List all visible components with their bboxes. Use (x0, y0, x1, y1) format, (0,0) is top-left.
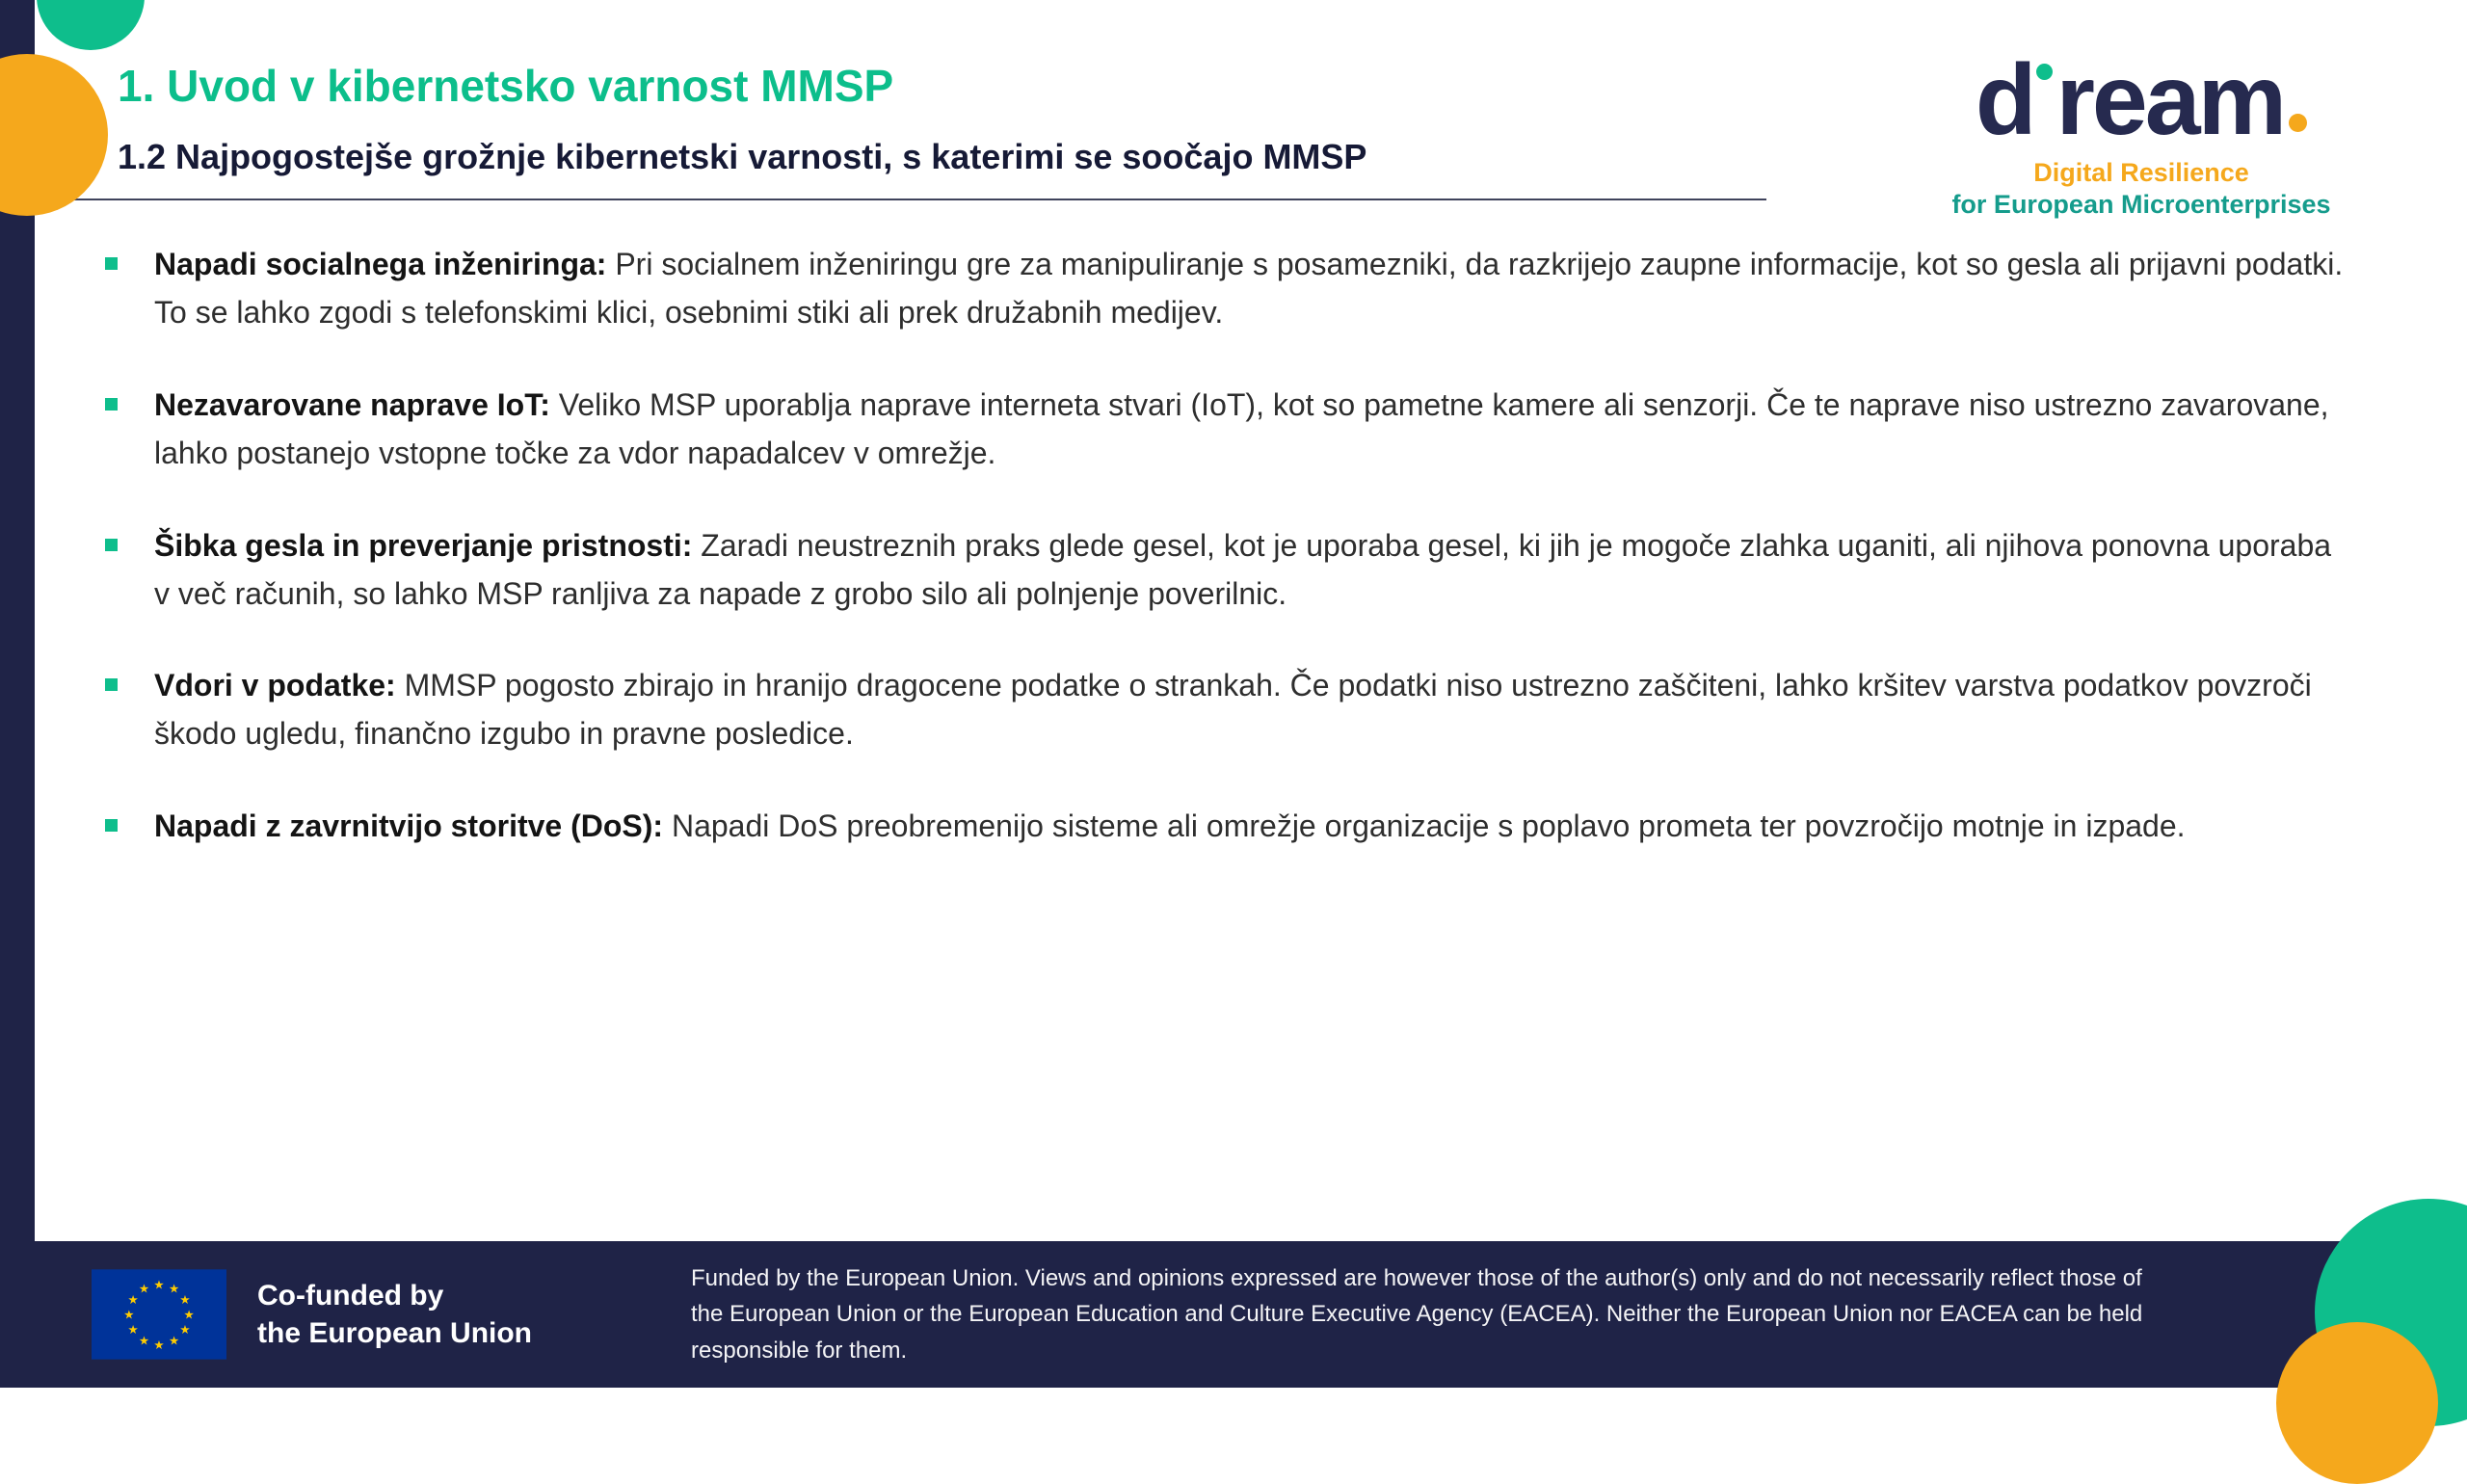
eu-flag-icon (92, 1269, 226, 1360)
bullet-text: Pri socialnem inženiringu gre za manipuliranje s posamezniki, da razkrijejo zaupne informacije, kot so gesla ali prijavni podatki. To se lahko zgodi s telefonskimi klici, osebnimi stiki ali prek družabnih medijev. (154, 247, 2344, 330)
bullet-item-weak-passwords (118, 522, 2353, 619)
decor-circle-green-top-left (37, 0, 145, 50)
bullet-text: Napadi DoS preobremenijo sisteme ali omrežje organizacije s poplavo prometa ter povzročijo motnje in izpade. (663, 808, 2186, 844)
cofunded-line1: Co-funded by (257, 1280, 444, 1312)
bullet-item-iot-devices (118, 382, 2353, 478)
decor-circle-yellow-bottom-right (2276, 1322, 2438, 1484)
bullet-item-data-breaches (118, 662, 2353, 758)
logo-letters-ream: ream (2056, 44, 2285, 156)
funding-disclaimer: Funded by the European Union. Views and opinions expressed are however those of the author(s) only and do not necessarily reflect those of the European Union or the European Education and Culture Executive Agency (EACEA). Neither the European Union nor EACEA can be held responsible for them. (691, 1265, 2143, 1364)
bullet-lead: Šibka gesla in preverjanje pristnosti: (154, 527, 693, 563)
svg-text:★: ★ (123, 1308, 135, 1322)
svg-text:★: ★ (153, 1278, 165, 1292)
decor-circle-yellow-top-left (0, 54, 108, 216)
bullet-item-social-engineering (118, 241, 2353, 337)
slide-title: 1. Uvod v kibernetsko varnost MMSP (118, 61, 894, 111)
bullet-lead: Vdori v podatke: (154, 668, 396, 703)
bullet-list (118, 241, 2421, 851)
svg-text:★: ★ (138, 1334, 150, 1348)
logo-wordmark (1891, 44, 2392, 156)
svg-text:★: ★ (183, 1308, 195, 1322)
logo-tagline-line1: Digital Resilience (2033, 158, 2249, 187)
logo-orange-dot-icon (2289, 114, 2307, 132)
logo-letter-d: d (1975, 44, 2034, 156)
svg-text:★: ★ (138, 1282, 150, 1296)
footer (0, 1241, 2467, 1388)
logo-tagline-line2: for European Microenterprises (1951, 190, 2331, 219)
cofunded-label (257, 1277, 532, 1352)
svg-text:★: ★ (153, 1338, 165, 1352)
svg-text:★: ★ (168, 1334, 180, 1348)
bullet-item-dos-attacks (118, 803, 2353, 851)
svg-text:★: ★ (127, 1293, 139, 1308)
dream-logo (1891, 44, 2392, 220)
slide-subtitle: 1.2 Najpogostejše grožnje kibernetski varnosti, s katerimi se soočajo MMSP (118, 137, 1367, 176)
subtitle-divider (70, 199, 1766, 200)
svg-text:★: ★ (168, 1282, 180, 1296)
svg-text:★: ★ (179, 1323, 191, 1338)
cofunded-line2: the European Union (257, 1317, 532, 1349)
bullet-text: MMSP pogosto zbirajo in hranijo dragocene podatke o strankah. Če podatki niso ustrezno zaščiteni, lahko kršitev varstva podatkov povzroči škodo ugledu, finančno izgubo in pravne posledice. (154, 668, 2312, 752)
bullet-lead: Napadi socialnega inženiringa: (154, 247, 607, 281)
bullet-lead: Nezavarovane naprave IoT: (154, 386, 550, 422)
bullet-lead: Napadi z zavrnitvijo storitve (DoS): (154, 808, 664, 844)
bullet-text: Veliko MSP uporablja naprave interneta stvari (IoT), kot so pametne kamere ali senzorji. Če te naprave niso ustrezno zavarovane, lahko postanejo vstopne točke za vdor napadalcev v omrežje. (154, 386, 2329, 470)
logo-green-dot-icon (2036, 64, 2053, 80)
bullet-text: Zaradi neustreznih praks glede gesel, kot je uporaba gesel, ki jih je mogoče zlahka uganiti, ali njihova ponovna uporaba v več računih, so lahko MSP ranljiva za napade z grobo silo ali polnjenje poverilnic. (154, 527, 2332, 611)
svg-text:★: ★ (179, 1293, 191, 1308)
svg-text:★: ★ (127, 1323, 139, 1338)
